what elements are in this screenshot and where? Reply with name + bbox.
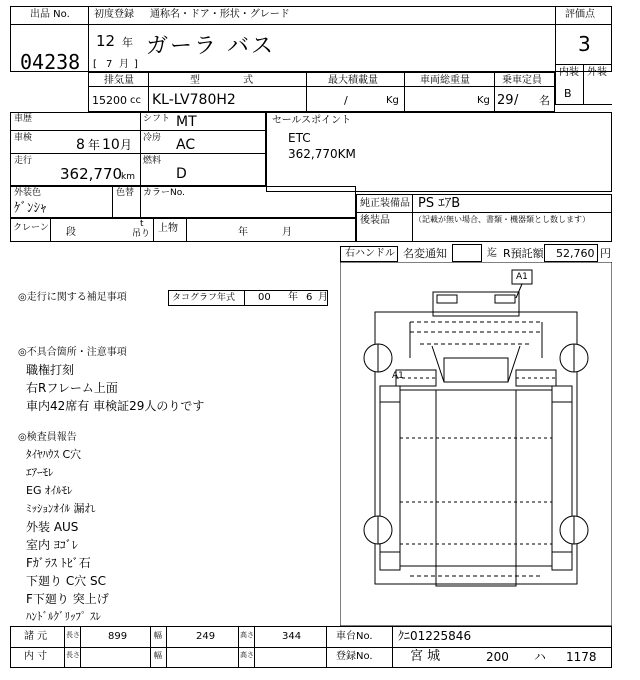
defects-label: ◎不具合箇所・注意事項 [18, 347, 127, 358]
damage-mark-top: A1 [516, 272, 528, 282]
inspector-3: EG ｵｲﾙﾓﾚ [26, 484, 73, 497]
inspector-9: F下廻り 突上げ [26, 592, 109, 606]
sales-point-label: セールスポイント [272, 115, 352, 126]
car-name: ガーラ バス [146, 34, 275, 59]
details-frame [10, 112, 266, 186]
tacho-month: 6 [306, 292, 313, 303]
inspection-year: 8 [76, 137, 85, 153]
inspector-6: 室内 ﾖｺﾞﾚ [26, 538, 78, 552]
mileage: 362,770 [60, 165, 123, 183]
crane-frame [10, 218, 356, 242]
tacho-year: 00 [258, 292, 271, 303]
score: 3 [578, 32, 591, 56]
inspection-month: 10 [102, 137, 120, 153]
inspector-8: 下廻り C穴 SC [26, 574, 107, 588]
inspector-label: ◎検査員報告 [18, 432, 77, 443]
r-deposit-amount: 52,760 [556, 247, 595, 260]
sales-line-1: ETC [288, 131, 311, 145]
inspector-4: ﾐｯｼｮﾝｵｲﾙ 漏れ [26, 502, 96, 515]
first-reg-label: 初度登録 [94, 9, 134, 20]
reg-area: 宮 城 [410, 649, 441, 664]
reg-number: 1178 [566, 650, 597, 664]
defect-2: 右Rフレーム上面 [26, 381, 118, 395]
reg-kana: ハ [534, 650, 547, 664]
inspector-7: Fｶﾞﾗｽ ﾄﾋﾞ石 [26, 556, 91, 570]
interior-label: 内装 [559, 67, 579, 78]
rating-label: 評価点 [565, 9, 595, 20]
inspector-2: ｴｱｰﾓﾚ [26, 466, 54, 479]
fuel: D [176, 166, 187, 182]
name-label: 通称名・ドア・形状・グレード [150, 9, 290, 20]
inspector-10: ﾊﾝﾄﾞﾙｸﾞﾘｯﾌﾟ ｽﾚ [26, 610, 101, 623]
ac: AC [176, 137, 196, 153]
interior-score: B [564, 87, 572, 100]
bus-diagram [340, 262, 612, 626]
aftermarket-note: （記載が無い場合、書類・機器類とし数します） [414, 215, 590, 224]
defect-3: 車内42席有 車検証29人のりです [26, 399, 205, 413]
inspector-5: 外装 AUS [26, 520, 79, 534]
lot-number: 04238 [20, 50, 81, 74]
chassis-number: ｸﾆ01225846 [398, 629, 472, 643]
equipment-value: PS ｴｱB [418, 196, 461, 211]
notice-box [452, 244, 482, 262]
running-notes-label: ◎走行に関する補足事項 [18, 292, 127, 303]
defect-1: 職権打刻 [26, 363, 75, 377]
length: 899 [108, 631, 128, 642]
sales-line-2: 362,770KM [288, 147, 356, 161]
exterior-label: 外装 [587, 67, 607, 78]
height: 344 [282, 631, 302, 642]
width: 249 [196, 631, 216, 642]
reg-year: 12 [96, 32, 116, 50]
exterior-color: ｹﾞﾝｼｬ [14, 201, 47, 216]
shift: MT [176, 114, 197, 130]
reg-month: 7 [106, 59, 113, 70]
lot-label: 出品 No. [30, 9, 70, 20]
displacement: 15200 [92, 94, 127, 107]
inspector-1: ﾀｲﾔﾊｳｽ C穴 [26, 448, 82, 461]
reg-class: 200 [486, 650, 509, 664]
capacity: 29 [497, 93, 514, 108]
right-handle-label: 右ハンドル [345, 248, 395, 259]
model: KL-LV780H2 [152, 92, 236, 108]
damage-mark-left: A1 [392, 371, 404, 381]
